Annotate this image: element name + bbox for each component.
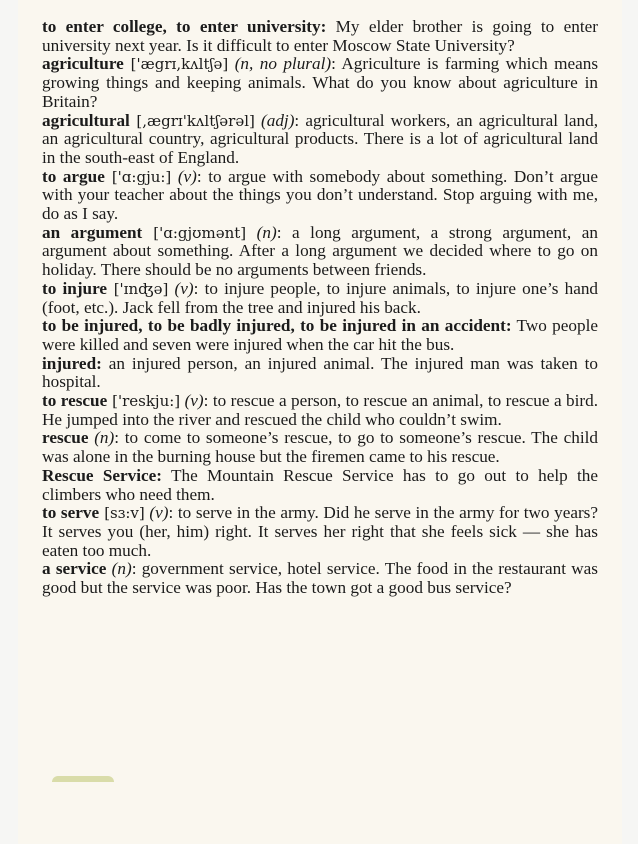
phonetic: [,ægrɪ'kʌltʃərəl] xyxy=(129,111,255,130)
headword: to argue xyxy=(42,166,105,186)
entry-text: Two people were killed and seven were injured when the car hit the bus. xyxy=(42,316,598,354)
entry-text: : Agriculture is farming which means growing things and keeping animals. What do you know about agriculture in Britain? xyxy=(42,54,599,111)
phonetic: ['ɪnʤə] xyxy=(107,279,169,298)
headword: an argument xyxy=(42,222,143,242)
page-bottom-decoration xyxy=(52,776,114,782)
headword: Rescue Service: xyxy=(42,465,163,485)
entry-agriculture xyxy=(42,55,598,111)
phonetic: ['ɑ:gju:] xyxy=(104,167,172,186)
headword: rescue xyxy=(42,428,89,448)
entry-agricultural xyxy=(42,112,598,168)
headword: to rescue xyxy=(42,391,108,411)
entry-text: : government service, hotel service. The food in the restaurant was good but the service was poor. Has the town got a good bus service? xyxy=(42,559,598,598)
entry-text: My elder brother is going to enter university next year. Is it difficult to enter Moscow State University? xyxy=(42,17,598,55)
entry-text: : to injure people, to injure animals, to injure one’s hand (foot, etc.). Jack fell from the tree and injured his back. xyxy=(42,278,599,317)
grammar-label: (n) xyxy=(106,559,132,579)
entry-to-serve xyxy=(42,504,598,560)
grammar-label: (n) xyxy=(246,222,277,242)
entry-text: The Mountain Rescue Service has to go out to help the climbers who need them. xyxy=(42,465,599,504)
headword: to serve xyxy=(42,503,100,523)
entry-to-injure xyxy=(42,280,598,317)
grammar-label: (n, no plural) xyxy=(228,54,332,74)
headword: a service xyxy=(42,559,107,579)
phonetic: ['ægrɪ,kʌltʃə] xyxy=(123,55,229,74)
entry-text: : to rescue a person, to rescue an animal, to rescue a bird. He jumped into the river and rescued the child who couldn’t swim. xyxy=(42,391,599,429)
phonetic: ['reskju:] xyxy=(107,392,181,411)
grammar-label: (v) xyxy=(144,503,169,523)
entry-text: : to argue with somebody about something. Don’t argue with your teacher about the things you don’t understand. Stop arguing with me, do as I say. xyxy=(42,166,599,224)
entry-rescue-noun xyxy=(42,429,598,466)
grammar-label: (v) xyxy=(168,278,194,298)
headword: injured: xyxy=(42,353,102,373)
grammar-label: (v) xyxy=(180,391,204,411)
phonetic: [sɜ:v] xyxy=(99,504,145,523)
entry-argument xyxy=(42,224,598,280)
grammar-label: (n) xyxy=(88,428,115,448)
entry-to-argue xyxy=(42,168,598,224)
book-page xyxy=(18,0,622,844)
entry-to-rescue xyxy=(42,392,598,429)
grammar-label: (v) xyxy=(171,166,197,186)
entry-service xyxy=(42,560,598,597)
entry-text: : a long argument, a strong argument, an argument about something. After a long argument we decided where to go on holiday. There should be no arguments between friends. xyxy=(42,222,598,280)
headword: to be injured, to be badly injured, to be injured in an accident: xyxy=(42,316,512,336)
entry-text: : to serve in the army. Did he serve in the army for two years? It serves you (her, him) right. It serves her right that she feels sick — she has eaten too much. xyxy=(42,503,598,560)
headword: agricultural xyxy=(42,110,130,130)
headword: to enter college, to enter university: xyxy=(42,17,327,36)
headword: agriculture xyxy=(42,54,124,74)
phonetic: ['ɑ:gjʊmənt] xyxy=(142,223,247,242)
entry-rescue-service xyxy=(42,467,598,504)
entry-injured xyxy=(42,355,598,392)
entry-text: : to come to someone’s rescue, to go to someone’s rescue. The child was alone in the burning house but the firemen came to his rescue. xyxy=(42,428,598,467)
entry-text: an injured person, an injured animal. The injured man was taken to hospital. xyxy=(42,353,598,392)
entry-enter-university xyxy=(42,18,598,55)
grammar-label: (adj) xyxy=(254,110,295,130)
entry-be-injured xyxy=(42,317,598,354)
entry-text: : agricultural workers, an agricultural land, an agricultural country, agricultural products. There is a lot of agricultural land in the south-east of England. xyxy=(42,110,598,167)
headword: to injure xyxy=(42,278,108,298)
vocabulary-list xyxy=(42,18,598,598)
